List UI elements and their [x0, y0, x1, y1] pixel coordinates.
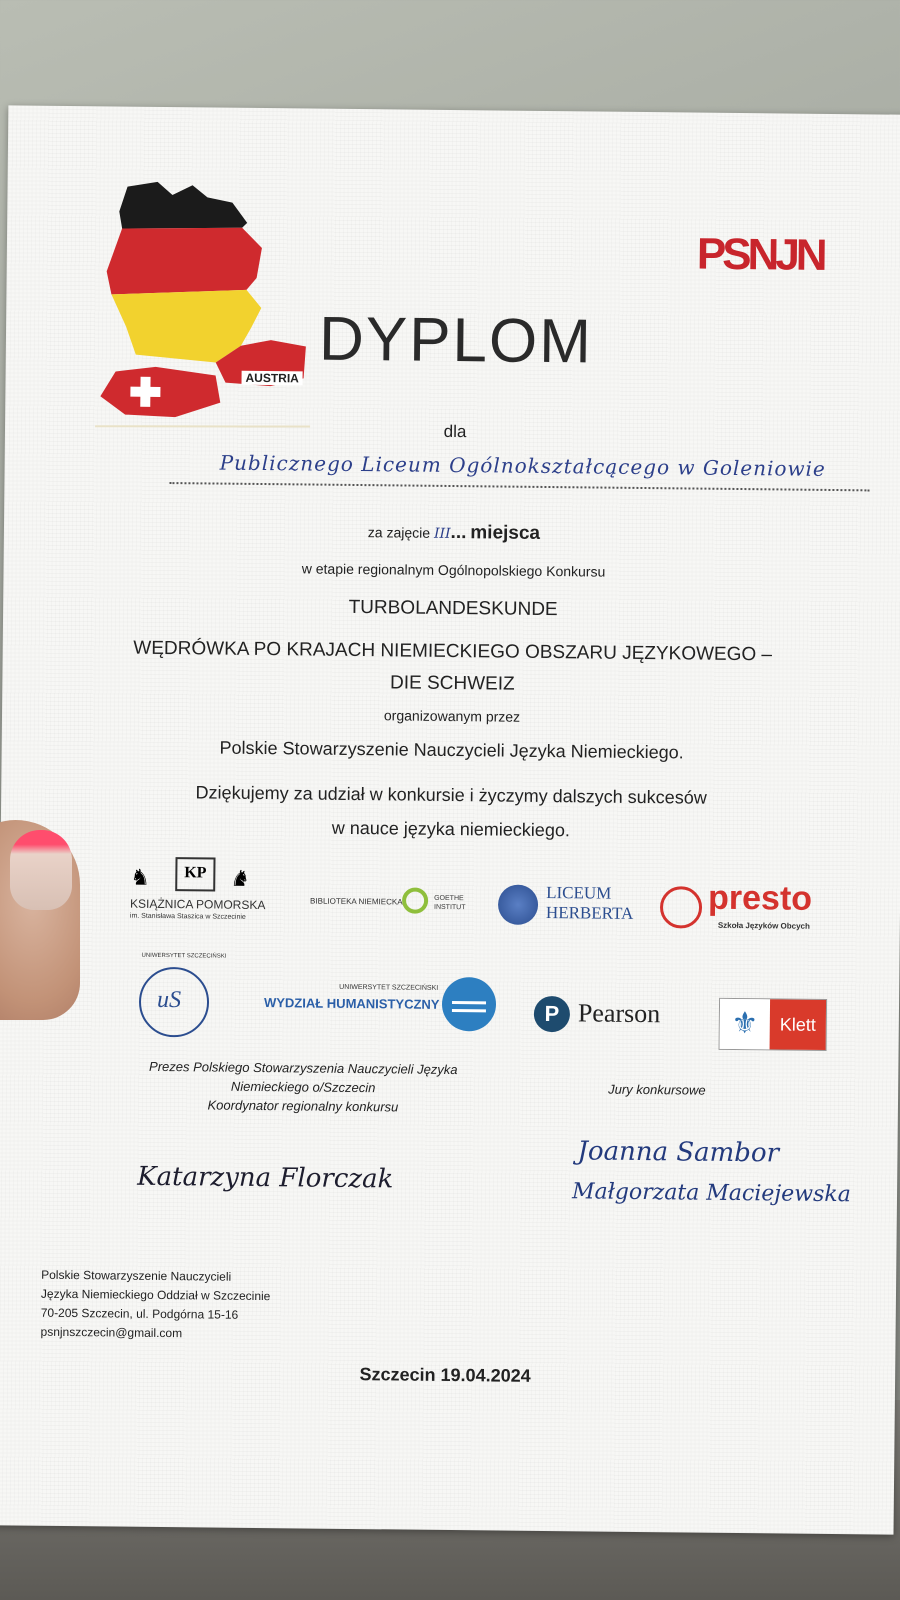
address-line-3: 70-205 Szczecin, ul. Podgórna 15-16: [40, 1305, 239, 1322]
pink-nail: [10, 830, 72, 910]
pearson-name: Pearson: [577, 998, 661, 1029]
organizer-name: Polskie Stowarzyszenie Nauczycieli Języka Niemieckiego.: [219, 737, 684, 763]
president-block: [128, 1057, 479, 1118]
jury-label: Jury konkursowe: [608, 1081, 706, 1098]
goethe-library-text: BIBLIOTEKA NIEMIECKA: [310, 896, 403, 907]
association-address: [40, 1266, 270, 1344]
wh-book-icon: [442, 977, 497, 1032]
ksiaznica-badge: KP: [175, 857, 215, 891]
map-germany-red: [106, 226, 262, 296]
organized-by: organizowanym przez: [383, 707, 521, 725]
jury-signature-1: Joanna Sambor: [577, 1136, 780, 1169]
liceum-herberta-emblem-icon: [498, 885, 538, 925]
presto-sub: Szkoła Języków Obcych: [717, 920, 810, 931]
diploma-paper: [0, 105, 900, 1534]
address-line-1: Polskie Stowarzyszenie Nauczycieli: [41, 1267, 232, 1284]
contest-subtitle: [92, 632, 813, 704]
klett-logo: [719, 998, 828, 1051]
pearson-logo: [534, 996, 684, 1042]
ksiaznica-griffin-left-icon: ♞: [130, 864, 151, 890]
ksiaznica-name: KSIĄŻNICA POMORSKA: [129, 896, 266, 913]
goethe-library-logo: [310, 887, 480, 925]
klett-lily-icon: ⚜: [720, 999, 771, 1050]
presto-logo: [660, 878, 841, 939]
place-handwritten: III: [433, 525, 451, 542]
ksiaznica-sub: im. Stanisława Staszica w Szczecinie: [129, 912, 246, 921]
president-line-1: Prezes Polskiego Stowarzyszenia Nauczycieli Języka: [149, 1058, 458, 1078]
swiss-cross-horizontal: [130, 387, 160, 397]
address-email: psnjnszczecin@gmail.com: [40, 1324, 183, 1341]
presto-name: presto: [707, 878, 813, 918]
ksiaznica-pomorska-logo: [130, 857, 266, 938]
wh-top-text: UNIWERSYTET SZCZECIŃSKI: [339, 983, 439, 992]
psnjn-logo-text: PSNJN: [696, 229, 824, 280]
liceum-line-2: HERBERTA: [545, 903, 634, 923]
klett-name: Klett: [770, 999, 827, 1050]
dla-label: dla: [443, 421, 467, 442]
wydzial-humanistyczny-logo: [264, 983, 505, 1041]
us-name: UNIWERSYTET SZCZECIŃSKI: [141, 952, 227, 960]
president-line-2: Niemieckiego o/Szczecin: [230, 1078, 376, 1096]
stage-text: w etapie regionalnym Ogólnopolskiego Konkursu: [301, 560, 606, 580]
contest-name: TURBOLANDESKUNDE: [348, 596, 558, 621]
uniwersytet-szczecinski-logo: [139, 952, 227, 1040]
austria-label: AUSTRIA: [241, 371, 302, 386]
pearson-p-icon: P: [534, 996, 570, 1032]
psnjn-logo: [697, 223, 838, 284]
thanks-line-2: w nauce języka niemieckiego.: [331, 817, 571, 841]
place-line: [4, 517, 900, 548]
president-signature: Katarzyna Florczak: [137, 1161, 394, 1195]
address-line-2: Języka Niemieckiego Oddział w Szczecinie: [40, 1286, 271, 1304]
goethe-circle-icon: [402, 887, 428, 913]
us-monogram-icon: uS: [156, 986, 182, 1014]
goethe-institut-text: GOETHE INSTITUT: [433, 894, 466, 912]
president-line-3: Koordynator regionalny konkursu: [207, 1097, 399, 1115]
map-germany-black: [119, 182, 247, 230]
thanks-line-1: Dziękujemy za udział w konkursie i życzymy dalszych sukcesów: [195, 782, 707, 808]
diploma-title: DYPLOM: [318, 304, 594, 377]
contest-subtitle-line-2: DIE SCHWEIZ: [389, 672, 515, 695]
jury-signature-2: Małgorzata Maciejewska: [571, 1179, 851, 1208]
wh-name: WYDZIAŁ HUMANISTYCZNY: [263, 995, 440, 1012]
issue-date: Szczecin 19.04.2024: [359, 1364, 531, 1386]
place-suffix: miejsca: [470, 522, 541, 544]
presto-circle-icon: [660, 886, 702, 928]
liceum-herberta-logo: [498, 881, 649, 933]
place-prefix: za zajęcie: [367, 524, 431, 541]
thanks-text: [1, 773, 900, 850]
ksiaznica-griffin-right-icon: ♞: [230, 865, 251, 891]
place-dots: ...: [450, 521, 467, 544]
contest-subtitle-line-1: WĘDRÓWKA PO KRAJACH NIEMIECKIEGO OBSZARU JĘZYKOWEGO –: [133, 637, 773, 666]
recipient-handwritten: Publicznego Liceum Ogólnokształcącego w Goleniowie: [219, 450, 826, 481]
liceum-line-1: LICEUM: [546, 883, 612, 903]
recipient-dotted-line: [169, 482, 869, 491]
